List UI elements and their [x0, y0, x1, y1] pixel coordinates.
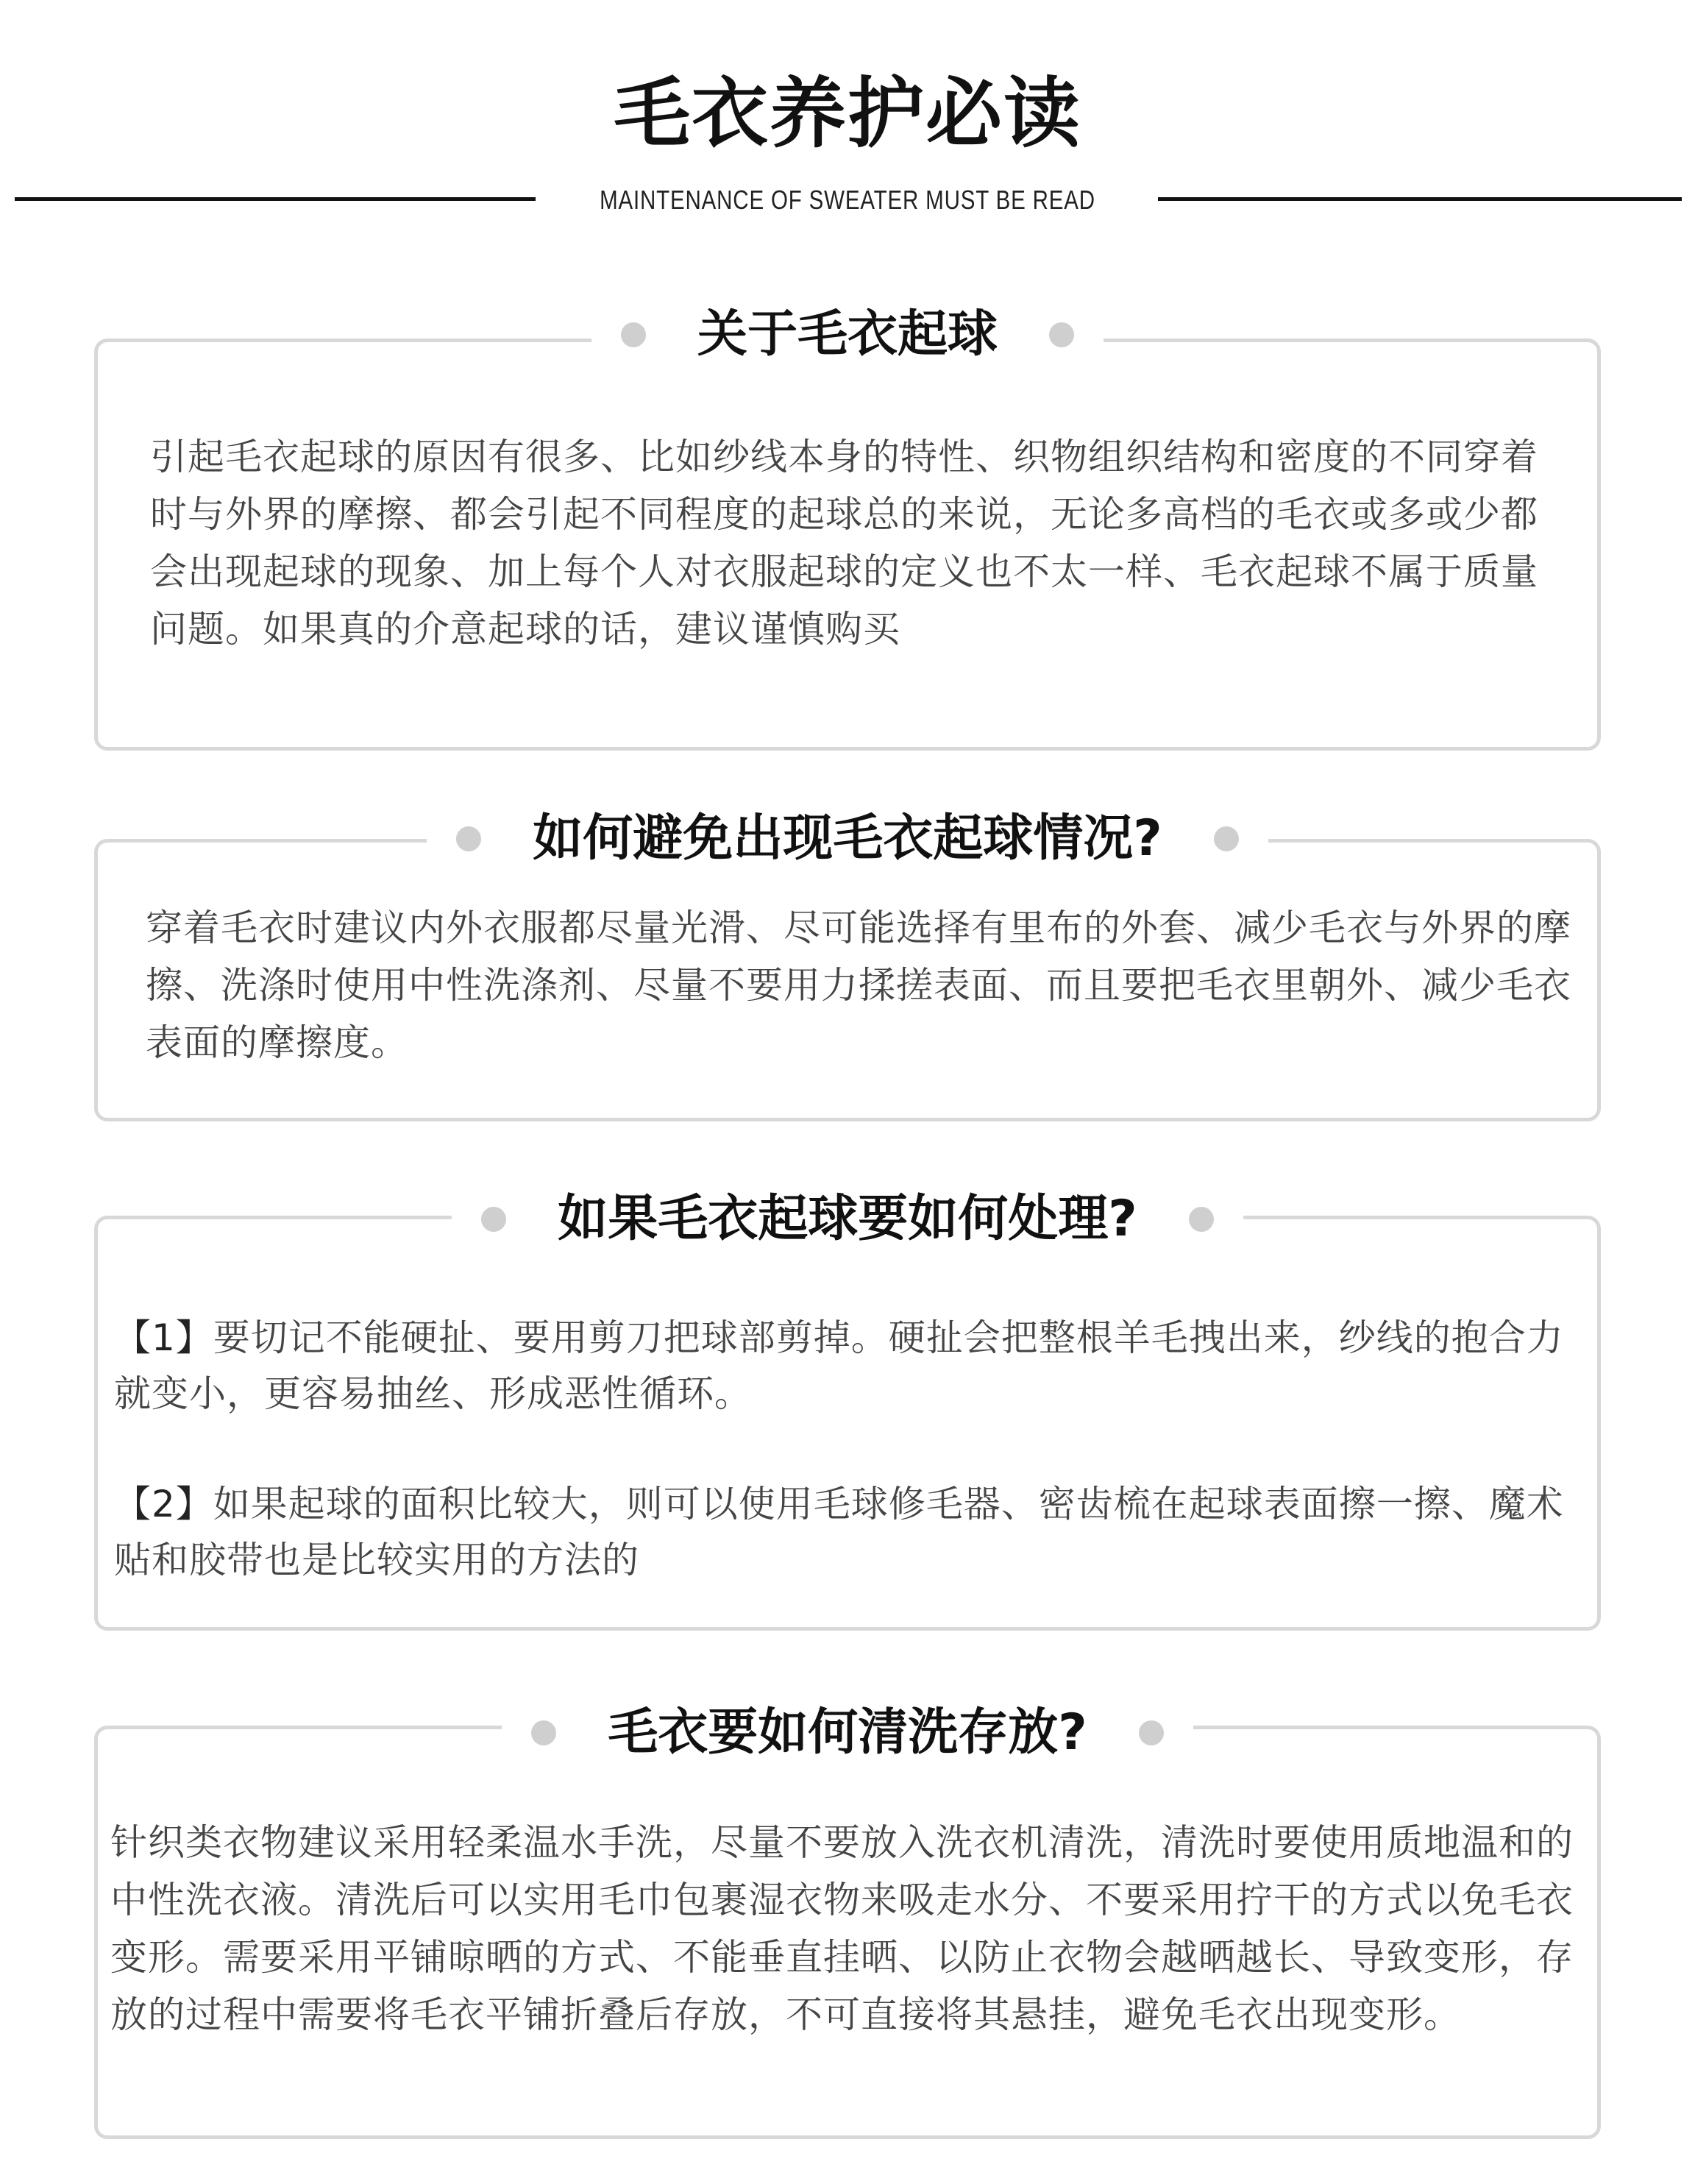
section-body: 引起毛衣起球的原因有很多、比如纱线本身的特性、织物组织结构和密度的不同穿着时与外界的摩擦、都会引起不同程度的起球总的来说，无论多高档的毛衣或多或少都会出现起球的现象、加上每个人对衣服起球的定义也不太一样、毛衣起球不属于质量问题。如果真的介意起球的话，建议谨慎购买	[150, 436, 1538, 650]
section-header-treatment	[0, 1186, 1695, 1252]
decor-dot-icon	[1189, 1207, 1214, 1232]
section-title: 如果毛衣起球要如何处理?	[558, 1190, 1137, 1248]
decor-dot-icon	[1139, 1720, 1164, 1745]
decor-dot-icon	[1214, 826, 1239, 851]
section-title: 关于毛衣起球	[697, 305, 998, 364]
page-title: 毛衣养护必读	[613, 68, 1081, 158]
section-title: 如何避免出现毛衣起球情况?	[533, 809, 1162, 868]
decor-dot-icon	[456, 826, 481, 851]
section-body: 穿着毛衣时建议内外衣服都尽量光滑、尽可能选择有里布的外套、减少毛衣与外界的摩擦、洗涤时使用中性洗涤剂、尽量不要用力揉搓表面、而且要把毛衣里朝外、减少毛衣表面的摩擦度。	[146, 907, 1571, 1064]
list-item: 【2】如果起球的面积比较大，则可以使用毛球修毛器、密齿梳在起球表面擦一擦、魔术贴和胶带也是比较实用的方法的	[114, 1483, 1564, 1581]
decor-dot-icon	[1049, 322, 1074, 347]
section-body: 针织类衣物建议采用轻柔温水手洗，尽量不要放入洗衣机清洗，清洗时要使用质地温和的中性洗衣液。清洗后可以实用毛巾包裹湿衣物来吸走水分、不要采用拧干的方式以免毛衣变形。需要采用平铺晾晒的方式、不能垂直挂晒、以防止衣物会越晒越长、导致变形，存放的过程中需要将毛衣平铺折叠后存放，不可直接将其悬挂，避免毛衣出现变形。	[110, 1821, 1574, 2036]
list-item: 【1】要切记不能硬扯、要用剪刀把球部剪掉。硬扯会把整根羊毛拽出来，纱线的抱合力就变小，更容易抽丝、形成恶性循环。	[114, 1316, 1564, 1415]
decor-dot-icon	[481, 1207, 506, 1232]
section-header-washing	[0, 1700, 1695, 1766]
decor-dot-icon	[621, 322, 646, 347]
section-title: 毛衣要如何清洗存放?	[608, 1703, 1087, 1762]
section-header-prevention	[0, 806, 1695, 872]
section-header-pilling	[0, 302, 1695, 368]
page-subtitle: MAINTENANCE OF SWEATER MUST BE READ	[600, 185, 1095, 215]
header-rule-right	[1158, 197, 1682, 201]
decor-dot-icon	[531, 1720, 556, 1745]
